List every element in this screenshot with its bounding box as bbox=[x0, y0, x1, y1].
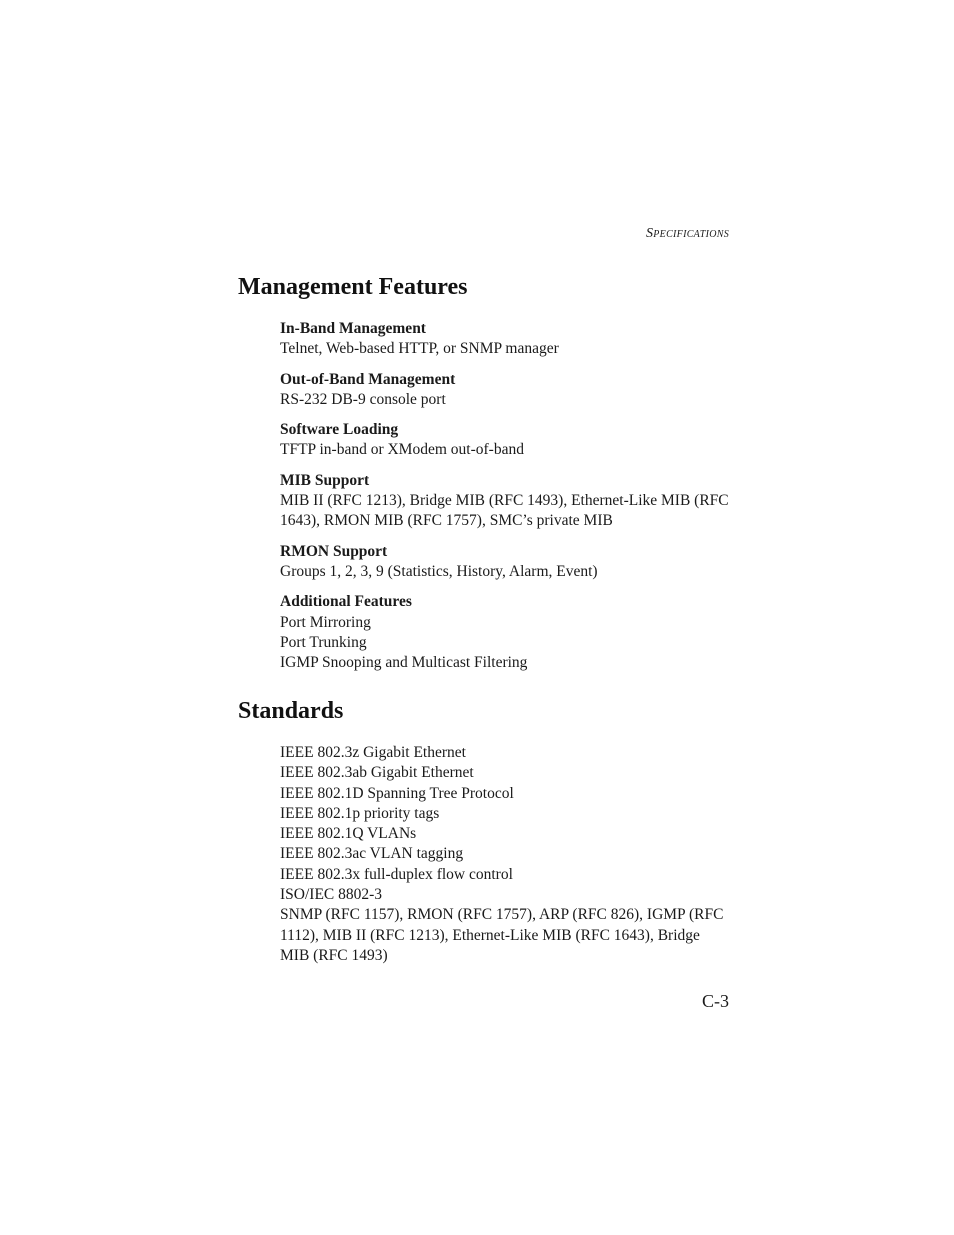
feature-description: Port Trunking bbox=[280, 633, 367, 651]
feature-description: IGMP Snooping and Multicast Filtering bbox=[280, 654, 528, 672]
feature-description: MIB II (RFC 1213), Bridge MIB (RFC 1493), Ethernet-Like MIB (RFC bbox=[280, 492, 729, 510]
standard-item: 1112), MIB II (RFC 1213), Ethernet-Like MIB (RFC 1643), Bridge bbox=[280, 926, 700, 944]
standard-item: IEEE 802.3ac VLAN tagging bbox=[280, 845, 464, 863]
feature-name: RMON Support bbox=[280, 542, 388, 560]
running-header: Specifications bbox=[645, 226, 729, 241]
standard-item: ISO/IEC 8802-3 bbox=[280, 886, 383, 904]
feature-out-of-band-management bbox=[280, 370, 730, 411]
standard-item: SNMP (RFC 1157), RMON (RFC 1757), ARP (RFC 826), IGMP (RFC bbox=[280, 906, 724, 924]
standard-item: IEEE 802.3ab Gigabit Ethernet bbox=[280, 764, 474, 782]
feature-description: RS-232 DB-9 console port bbox=[280, 390, 446, 408]
standard-item: IEEE 802.3x full-duplex flow control bbox=[280, 865, 513, 883]
feature-software-loading bbox=[280, 420, 730, 461]
section-title-management-features: Management Features bbox=[238, 274, 468, 300]
standards-list bbox=[280, 743, 730, 966]
feature-name: Additional Features bbox=[280, 593, 412, 611]
feature-name: In-Band Management bbox=[280, 320, 426, 337]
standard-item: IEEE 802.3z Gigabit Ethernet bbox=[280, 744, 466, 761]
page-number: C-3 bbox=[702, 991, 729, 1011]
feature-description: Groups 1, 2, 3, 9 (Statistics, History, Alarm, Event) bbox=[280, 562, 598, 580]
feature-description: Telnet, Web-based HTTP, or SNMP manager bbox=[280, 340, 559, 358]
standard-item: IEEE 802.1p priority tags bbox=[280, 804, 440, 822]
standard-item: MIB (RFC 1493) bbox=[280, 946, 388, 964]
feature-description: Port Mirroring bbox=[280, 613, 371, 631]
standard-item: IEEE 802.1D Spanning Tree Protocol bbox=[280, 784, 514, 802]
feature-description: 1643), RMON MIB (RFC 1757), SMC’s private MIB bbox=[280, 512, 613, 530]
feature-in-band-management bbox=[280, 319, 730, 360]
feature-name: Software Loading bbox=[280, 421, 399, 439]
feature-mib-support bbox=[280, 471, 730, 532]
standard-item: IEEE 802.1Q VLANs bbox=[280, 825, 417, 843]
feature-description: TFTP in-band or XModem out-of-band bbox=[280, 441, 524, 459]
feature-name: Out-of-Band Management bbox=[280, 370, 456, 388]
management-features-list bbox=[280, 319, 730, 683]
feature-rmon-support bbox=[280, 542, 730, 583]
feature-additional-features bbox=[280, 592, 730, 673]
section-title-standards: Standards bbox=[238, 698, 344, 724]
feature-name: MIB Support bbox=[280, 471, 370, 489]
